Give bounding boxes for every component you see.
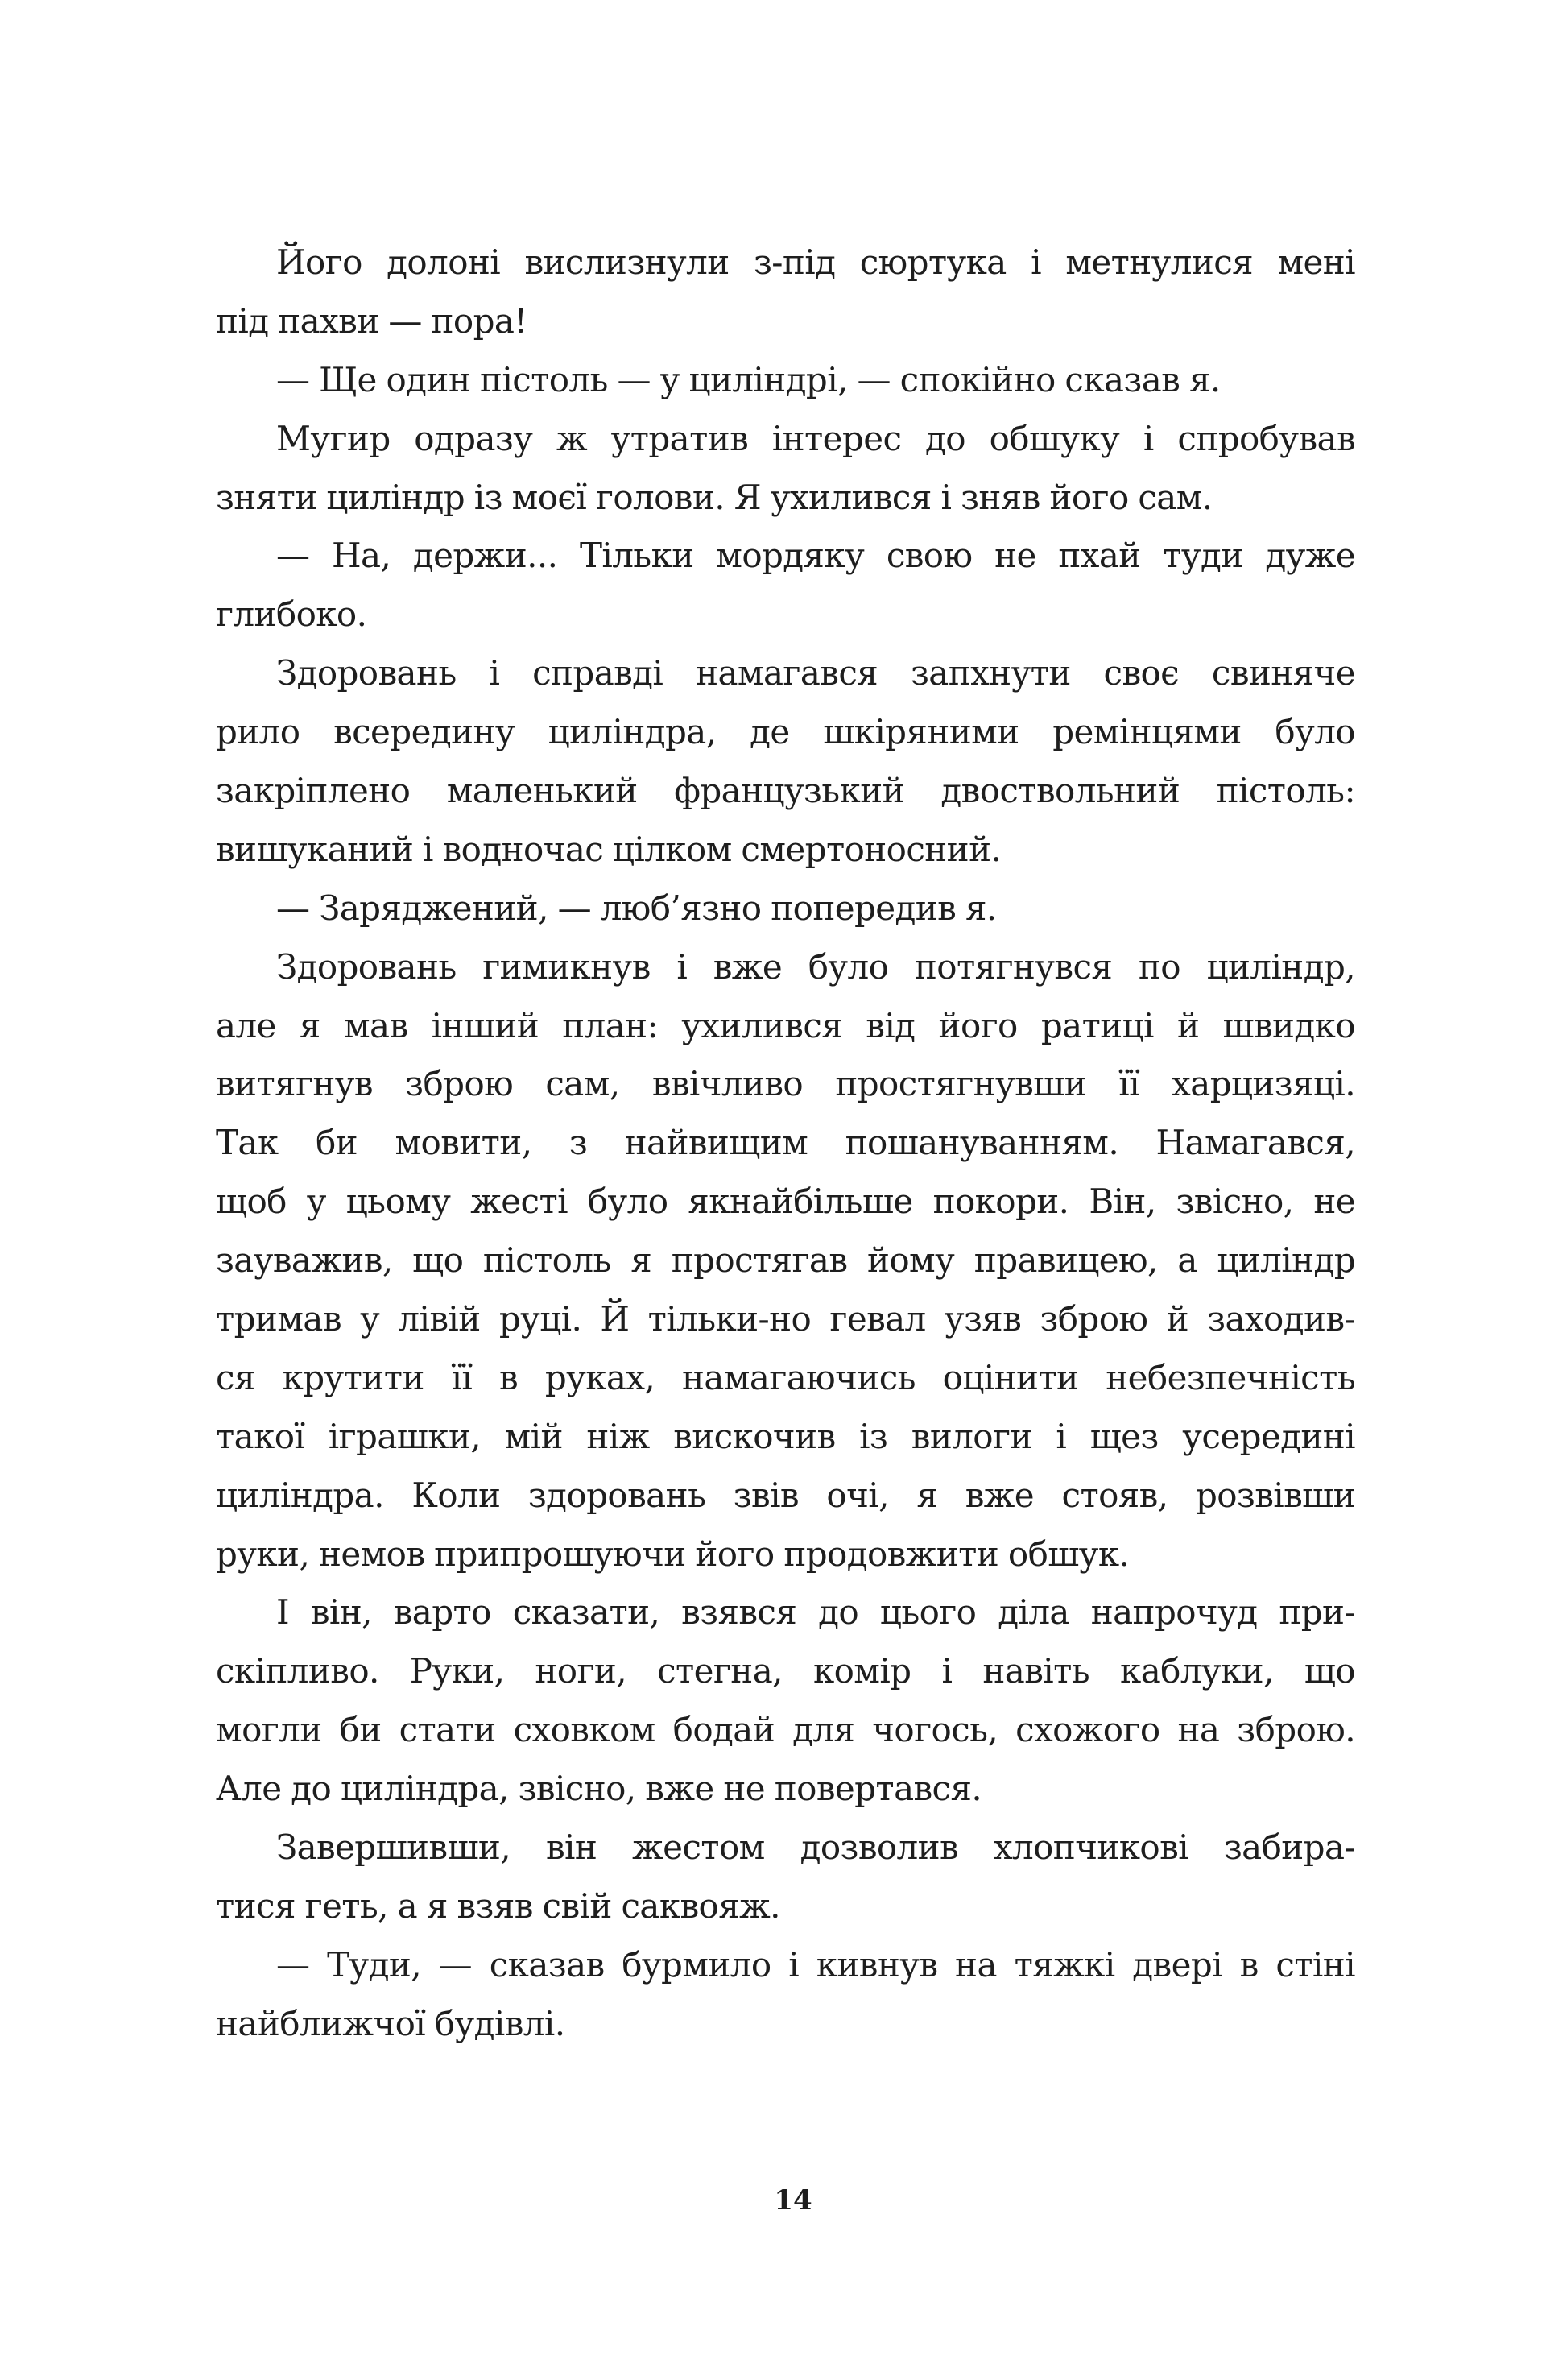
paragraph-6-line-1: — Заряджений, — люб’язно попередив я. [276,888,997,928]
paragraph-4-line-2: глибоко. [216,594,367,635]
paragraph-7-line-2: але я мав інший план: ухилився від його ратиці й швидко [216,1005,1355,1045]
paragraph-7-line-6: зауважив, що пістоль я простягав йому правицею, а циліндр [216,1240,1355,1281]
paragraph-3-line-1: Мугир одразу ж утратив інтерес до обшуку і спробував [276,418,1355,458]
paragraph-10-line-2: найближчої будівлі. [216,2003,565,2043]
paragraph-4-line-1: — На, держи... Тільки мордяку свою не пхай туди дуже [276,536,1355,576]
paragraph-7-line-9: такої іграшки, мій ніж вискочив із вилоги і щез усередині [216,1416,1355,1456]
paragraph-5-line-3: закріплено маленький французький двоствольний пістоль: [216,771,1355,811]
body-text [216,234,1355,2054]
paragraph-9-line-1: Завершивши, він жестом дозволив хлопчикові забира- [276,1827,1355,1868]
paragraph-8-line-2: скіпливо. Руки, ноги, стегна, комір і навіть каблуки, що [216,1651,1355,1691]
paragraph-7-line-10: циліндра. Коли здоровань звів очі, я вже стояв, розвівши [216,1475,1355,1515]
paragraph-7-line-11: руки, немов припрошуючи його продовжити обшук. [216,1534,1130,1574]
paragraph-8-line-1: І він, варто сказати, взявся до цього діла напрочуд при- [276,1592,1355,1633]
paragraph-3-line-2: зняти циліндр із моєї голови. Я ухилився і зняв його сам. [216,477,1213,517]
paragraph-1-line-2: під пахви — пора! [216,300,527,341]
paragraph-7-line-5: щоб у цьому жесті було якнайбільше покори. Він, звісно, не [216,1182,1355,1222]
paragraph-7-line-7: тримав у лівій руці. Й тільки-но гевал узяв зброю й заходив- [216,1299,1355,1339]
paragraph-2-line-1: — Ще один пістоль — у циліндрі, — спокійно сказав я. [276,359,1221,399]
paragraph-5-line-2: рило всередину циліндра, де шкіряними ремінцями було [216,712,1355,752]
paragraph-7-line-8: ся крутити її в руках, намагаючись оцінити небезпечність [216,1357,1355,1397]
paragraph-5-line-4: вишуканий і водночас цілком смертоносний. [216,829,1002,869]
paragraph-1-line-1: Його долоні вислизнули з-під сюртука і метнулися мені [276,242,1355,282]
paragraph-8-line-4: Але до циліндра, звісно, вже не повертався. [216,1769,982,1809]
paragraph-7-line-3: витягнув зброю сам, ввічливо простягнувши її харцизяці. [216,1064,1355,1104]
paragraph-5-line-1: Здоровань і справді намагався запхнути своє свиняче [276,653,1355,693]
paragraph-7-line-1: Здоровань гимикнув і вже було потягнувся по циліндр, [276,946,1355,987]
paragraph-7-line-4: Так би мовити, з найвищим пошануванням. Намагався, [216,1123,1355,1163]
paragraph-8-line-3: могли би стати сховком бодай для чогось, схожого на зброю. [216,1710,1355,1750]
page-number: 14 [774,2184,812,2217]
paragraph-10-line-1: — Туди, — сказав бурмило і кивнув на тяжкі двері в стіні [276,1944,1355,1985]
paragraph-9-line-2: тися геть, а я взяв свій саквояж. [216,1885,780,1926]
